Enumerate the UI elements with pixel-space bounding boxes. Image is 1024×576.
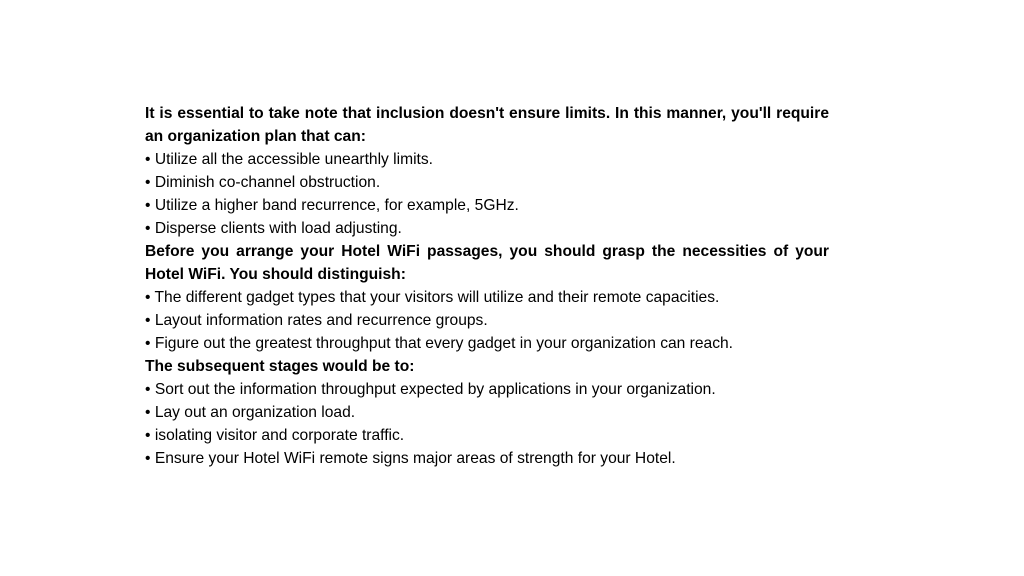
bullet-symbol: • [145, 312, 151, 329]
bullet-item [145, 148, 829, 171]
bullet-text: Ensure your Hotel WiFi remote signs major areas of strength for your Hotel. [154, 450, 676, 467]
section-heading-requirements: It is essential to take note that inclusion doesn't ensure limits. In this manner, you'll require an organization plan that can: [145, 105, 829, 145]
bullet-text: Utilize a higher band recurrence, for example, 5GHz. [154, 197, 519, 214]
section-heading-necessities: Before you arrange your Hotel WiFi passages, you should grasp the necessities of your Hotel WiFi. You should distinguish: [145, 243, 829, 283]
bullet-item [145, 309, 829, 332]
bullet-item [145, 424, 829, 447]
bullet-symbol: • [145, 220, 151, 237]
bullet-text: isolating visitor and corporate traffic. [154, 427, 405, 444]
section-heading-next-stages: The subsequent stages would be to: [145, 358, 415, 375]
bullet-symbol: • [145, 404, 151, 421]
bullet-symbol: • [145, 450, 151, 467]
bullet-text: Figure out the greatest throughput that every gadget in your organization can reach. [154, 335, 734, 352]
bullet-item [145, 171, 829, 194]
bullet-text: Sort out the information throughput expected by applications in your organization. [154, 381, 716, 398]
bullet-item [145, 217, 829, 240]
bullet-text: Utilize all the accessible unearthly limits. [154, 151, 434, 168]
bullet-text: Diminish co-channel obstruction. [154, 174, 381, 191]
bullet-symbol: • [145, 381, 151, 398]
bullet-text: Layout information rates and recurrence groups. [154, 312, 488, 329]
bullet-item [145, 447, 829, 470]
bullet-symbol: • [145, 174, 151, 191]
bullet-symbol: • [145, 335, 151, 352]
bullet-text: The different gadget types that your visitors will utilize and their remote capacities. [154, 289, 720, 306]
bullet-symbol: • [145, 151, 151, 168]
bullet-text: Lay out an organization load. [154, 404, 356, 421]
content-text-block [145, 102, 829, 470]
bullet-item [145, 401, 829, 424]
bullet-symbol: • [145, 197, 151, 214]
bullet-symbol: • [145, 427, 151, 444]
bullet-text: Disperse clients with load adjusting. [154, 220, 402, 237]
bullet-item [145, 286, 829, 309]
bullet-item [145, 332, 829, 355]
bullet-item [145, 194, 829, 217]
bullet-symbol: • [145, 289, 151, 306]
bullet-item [145, 378, 829, 401]
